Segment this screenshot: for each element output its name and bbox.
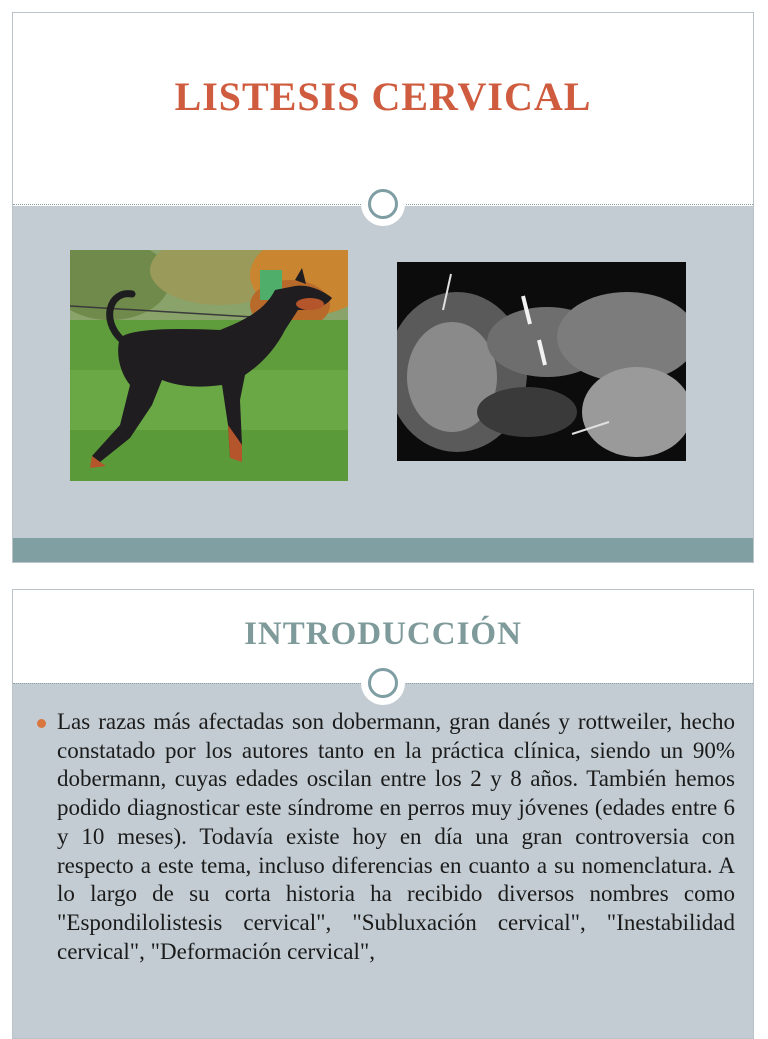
xray-photo	[397, 262, 686, 461]
divider-ring-icon	[361, 182, 405, 226]
bullet-text: Las razas más afectadas son dobermann, gran danés y rottweiler, hecho constatado por los autores tanto en la práctica clínica, siendo un 90% dobermann, cuyas edades oscilan entre los 2 y 8 años. También hemos podido diagnosticar este síndrome en perros muy jóvenes (edades entre 6 y 10 meses). Todavía existe hoy en día una gran controversia con respecto a este tema, incluso diferencias en cuanto a su nomenclatura. A lo largo de su corta historia ha recibido diversos nombres como "Espondilolistesis cervical", "Subluxación cervical", "Inestabilidad cervical", "Deformación cervical",	[57, 709, 735, 964]
footer-bar	[13, 538, 753, 563]
dog-photo	[70, 250, 348, 481]
title-slide	[12, 12, 754, 563]
bullet-icon	[37, 719, 46, 728]
introduction-slide	[12, 589, 754, 1039]
bullet-item	[33, 708, 735, 966]
title-band	[13, 13, 753, 206]
slide-title: LISTESIS CERVICAL	[174, 74, 592, 119]
slide-title: INTRODUCCIÓN	[244, 616, 522, 652]
divider-ring-icon	[361, 661, 405, 705]
